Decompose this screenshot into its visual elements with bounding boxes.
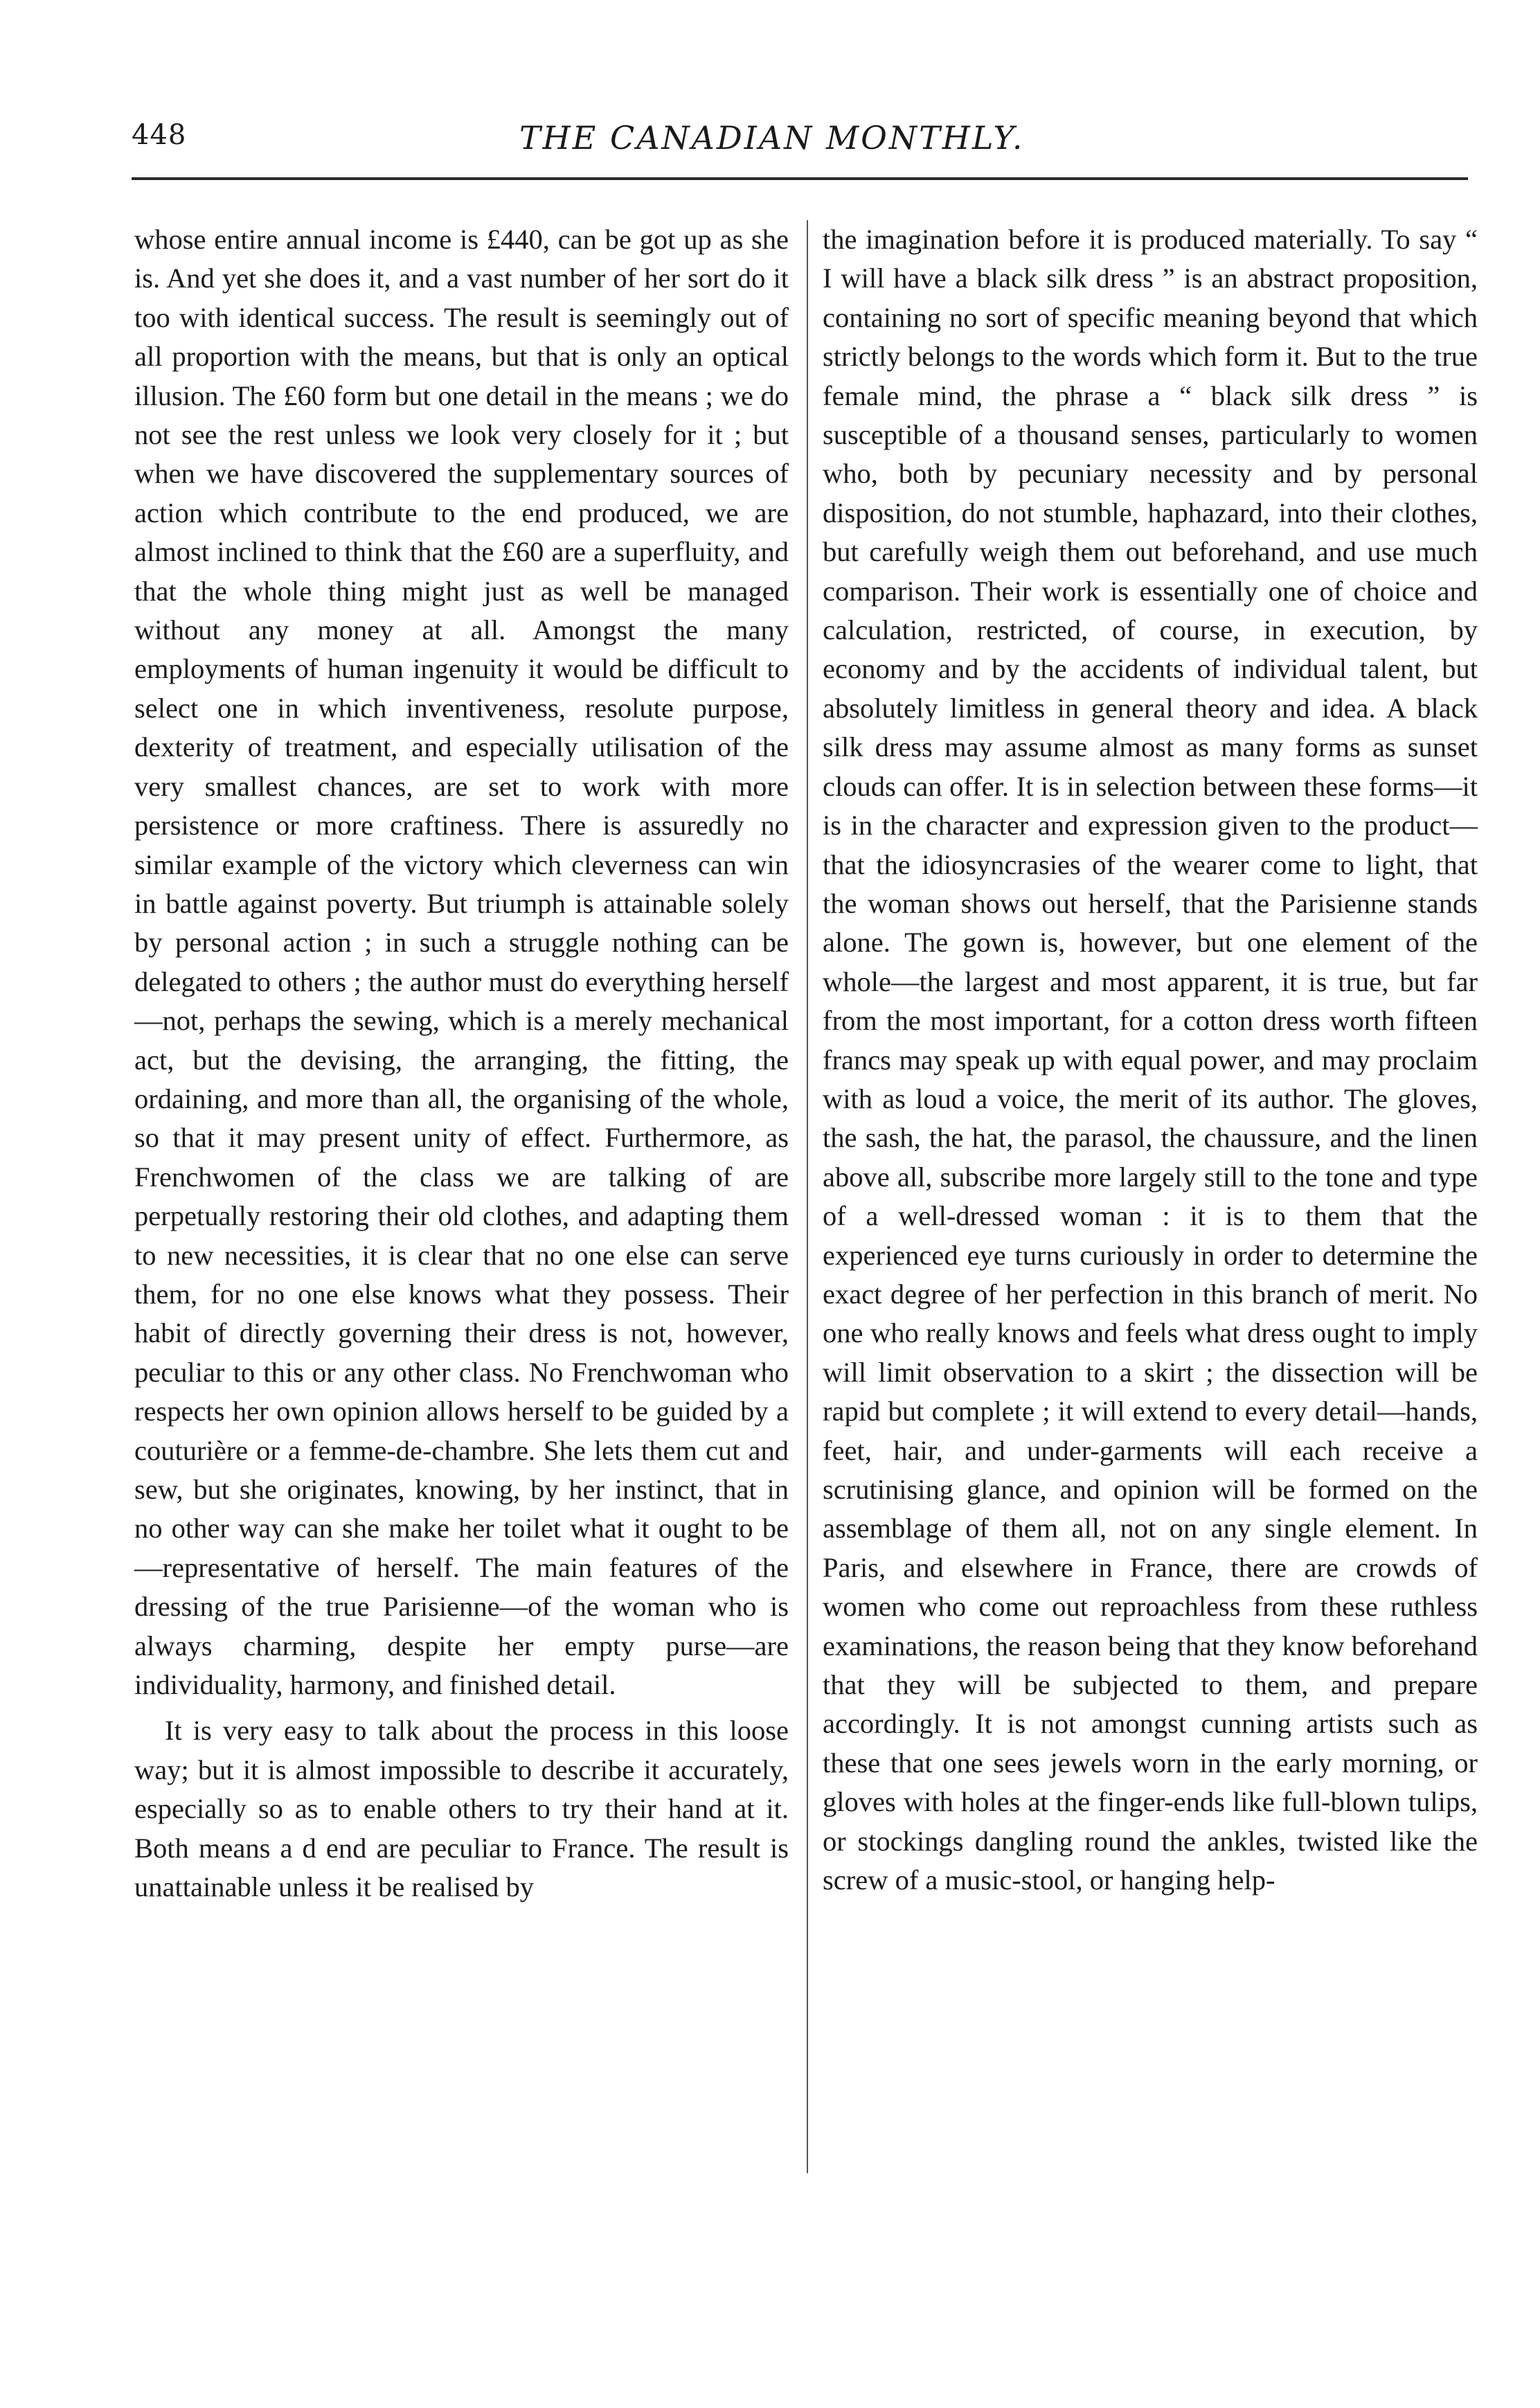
page-number: 448 [132, 119, 187, 151]
right-column [823, 220, 1478, 1900]
left-column [134, 220, 789, 1907]
header-rule [132, 177, 1468, 180]
running-head [132, 111, 1482, 166]
column-divider [807, 220, 808, 2173]
left-column-paragraph-2: It is very easy to talk about the process in this loose way; but it is almost impossible to describe it accurately, especially so as to enable others to try their hand at it. Both means a d end are peculiar to France. The result is unattainable unless it be realised by [134, 1715, 789, 1903]
journal-title: THE CANADIAN MONTHLY. [519, 119, 1025, 157]
right-column-paragraph-1: the imagination before it is produced materially. To say “ I will have a black silk dress ” is an abstract proposition, containing no sort of specific meaning beyond that which strictly belongs to the words which form it. But to the true female mind, the phrase a “ black silk dress ” is susceptible of a thousand senses, particularly to women who, both by pecuniary necessity and by personal disposition, do not stumble, haphazard, into their clothes, but carefully weigh them out beforehand, and use much comparison. Their work is essentially one of choice and calculation, restricted, of course, in execution, by economy and by the accidents of individual talent, but absolutely limitless in general theory and idea. A black silk dress may assume almost as many forms as sunset clouds can offer. It is in selection between these forms—it is in the character and expression given to the product—that the idiosyncrasies of the wearer come to light, that the woman shows out herself, that the Parisienne stands alone. The gown is, however, but one element of the whole—the largest and most apparent, it is true, but far from the most important, for a cotton dress worth fifteen francs may speak up with equal power, and may proclaim with as loud a voice, the merit of its author. The gloves, the sash, the hat, the parasol, the chaussure, and the linen above all, subscribe more largely still to the tone and type of a well-dressed woman : it is to them that the experienced eye turns curiously in order to determine the exact degree of her perfection in this branch of merit. No one who really knows and feels what dress ought to imply will limit observation to a skirt ; the dissection will be rapid but complete ; it will extend to every detail—hands, feet, hair, and under-garments will each receive a scrutinising glance, and opinion will be formed on the assemblage of them all, not on any single element. In Paris, and elsewhere in France, there are crowds of women who come out reproachless from these ruthless examinations, the reason being that they know beforehand that they will be subjected to them, and prepare accordingly. It is not amongst cunning artists such as these that one sees jewels worn in the early morning, or gloves with holes at the finger-ends like full-blown tulips, or stockings dangling round the ankles, twisted like the screw of a music-stool, or hanging help- [823, 224, 1478, 1896]
left-column-paragraph-1: whose entire annual income is £440, can be got up as she is. And yet she does it, and a vast number of her sort do it too with identical success. The result is seemingly out of all proportion with the means, but that is only an optical illusion. The £60 form but one detail in the means ; we do not see the rest unless we look very closely for it ; but when we have discovered the supplementary sources of action which contribute to the end produced, we are almost inclined to think that the £60 are a superfluity, and that the whole thing might just as well be managed without any money at all. Amongst the many employments of human ingenuity it would be difficult to select one in which inventiveness, resolute purpose, dexterity of treatment, and especially utilisation of the very smallest chances, are set to work with more persistence or more craftiness. There is assuredly no similar example of the victory which cleverness can win in battle against poverty. But triumph is attainable solely by personal action ; in such a struggle nothing can be delegated to others ; the author must do everything herself—not, perhaps the sewing, which is a merely mechanical act, but the devising, the arranging, the fitting, the ordaining, and more than all, the organising of the whole, so that it may present unity of effect. Furthermore, as Frenchwomen of the class we are talking of are perpetually restoring their old clothes, and adapting them to new necessities, it is clear that no one else can serve them, for no one else knows what they possess. Their habit of directly governing their dress is not, however, peculiar to this or any other class. No Frenchwoman who respects her own opinion allows herself to be guided by a couturière or a femme-de-chambre. She lets them cut and sew, but she originates, knowing, by her instinct, that in no other way can she make her toilet what it ought to be—representative of herself. The main features of the dressing of the true Parisienne—of the woman who is always charming, despite her empty purse—are individuality, harmony, and finished detail. [134, 224, 789, 1701]
